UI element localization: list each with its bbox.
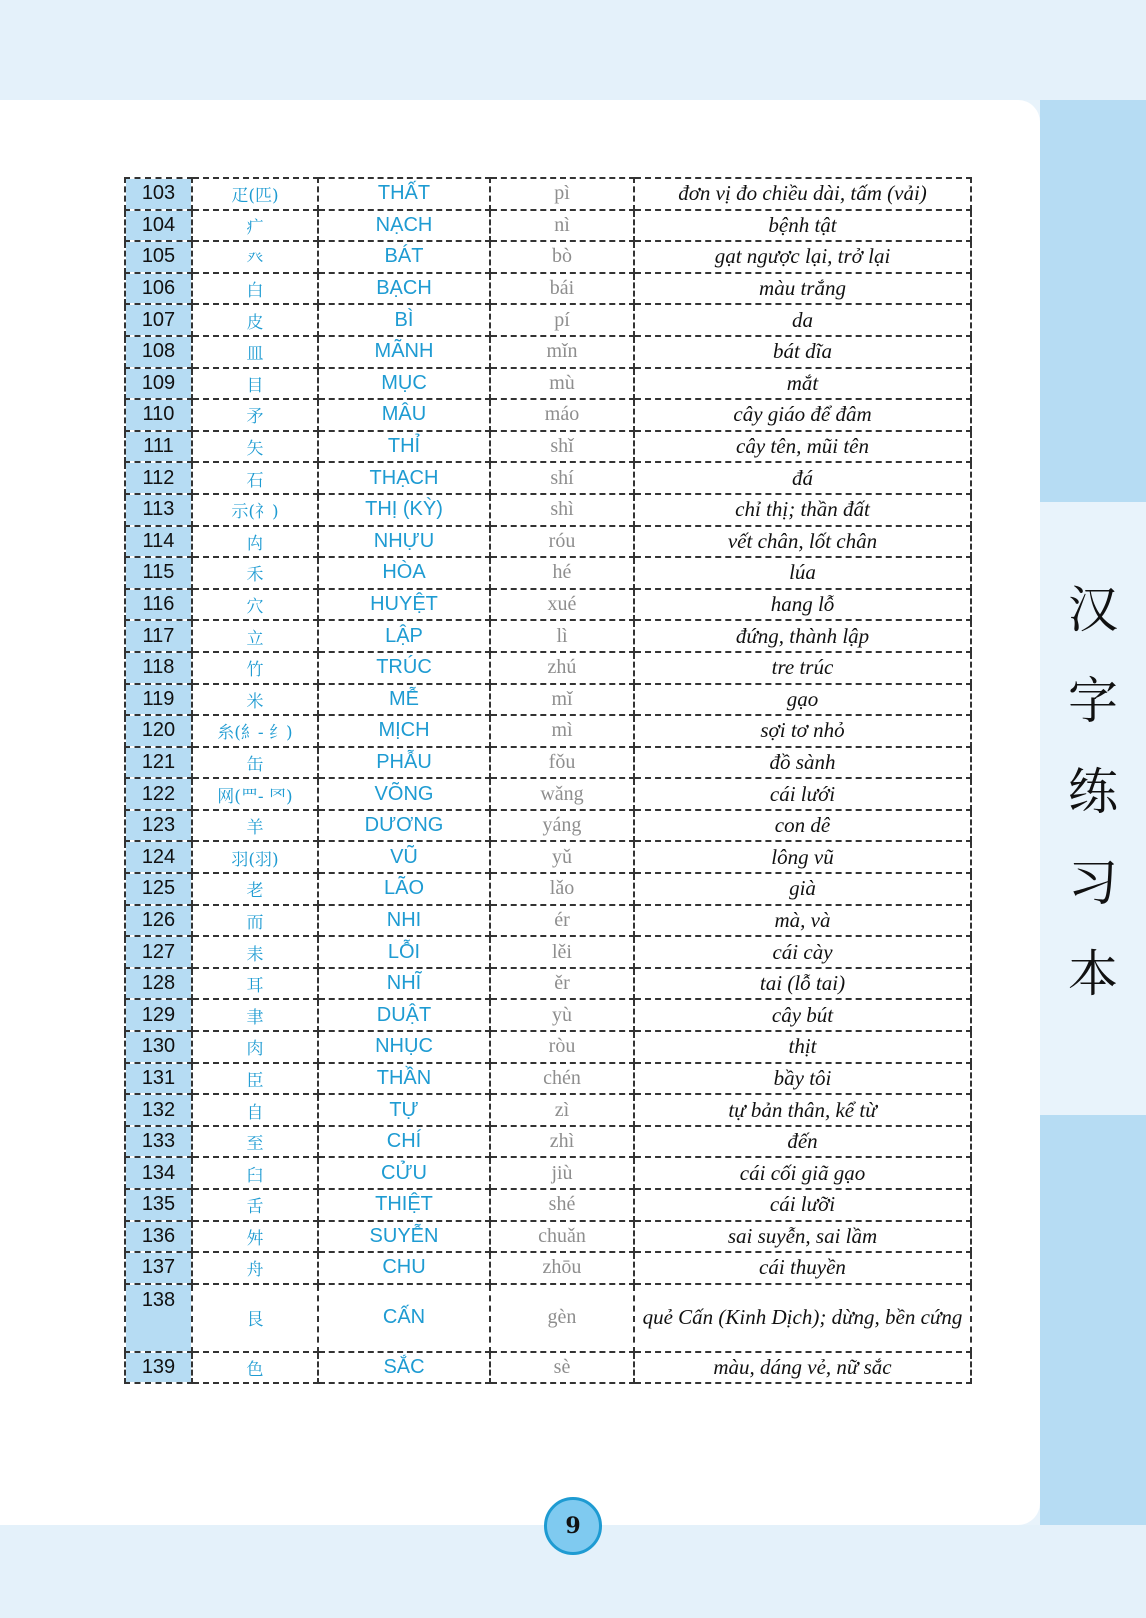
radical-pinyin: pì [490, 178, 634, 210]
radical-number: 138 [125, 1284, 192, 1352]
radical-hanviet-name: CHÍ [318, 1126, 490, 1158]
radical-meaning: đến [634, 1126, 971, 1158]
radical-character: 聿 [192, 999, 318, 1031]
radical-pinyin: lěi [490, 936, 634, 968]
radical-character: 癶 [192, 241, 318, 273]
radical-hanviet-name: CỬU [318, 1157, 490, 1189]
table-row [125, 304, 971, 336]
radical-hanviet-name: MÂU [318, 399, 490, 431]
table-row [125, 810, 971, 842]
radical-character: 禸 [192, 526, 318, 558]
side-title-char: 本 [1068, 945, 1118, 1003]
radical-meaning: cây tên, mũi tên [634, 431, 971, 463]
radical-pinyin: ròu [490, 1031, 634, 1063]
radical-meaning: đồ sành [634, 747, 971, 779]
table-row [125, 178, 971, 210]
radical-pinyin: yù [490, 999, 634, 1031]
radical-pinyin: chuǎn [490, 1221, 634, 1253]
radical-hanviet-name: MỊCH [318, 715, 490, 747]
radical-pinyin: ěr [490, 968, 634, 1000]
table-row [125, 841, 971, 873]
radical-character: 老 [192, 873, 318, 905]
radical-character: 艮 [192, 1284, 318, 1352]
table-row [125, 1094, 971, 1126]
radical-meaning: tự bản thân, kể từ [634, 1094, 971, 1126]
radical-pinyin: wǎng [490, 778, 634, 810]
radical-number: 110 [125, 399, 192, 431]
radical-meaning: cái lưỡi [634, 1189, 971, 1221]
margin-tab-top [1040, 100, 1146, 502]
radical-pinyin: mǐn [490, 336, 634, 368]
radical-hanviet-name: DUẬT [318, 999, 490, 1031]
radical-character: 石 [192, 462, 318, 494]
radical-number: 130 [125, 1031, 192, 1063]
radical-meaning: đá [634, 462, 971, 494]
table-row [125, 1157, 971, 1189]
radical-pinyin: lǎo [490, 873, 634, 905]
radical-number: 122 [125, 778, 192, 810]
table-row [125, 494, 971, 526]
table-row [125, 241, 971, 273]
radical-pinyin: shé [490, 1189, 634, 1221]
radical-number: 125 [125, 873, 192, 905]
radical-number: 139 [125, 1352, 192, 1384]
radical-number: 105 [125, 241, 192, 273]
radical-meaning: con dê [634, 810, 971, 842]
radical-hanviet-name: NHI [318, 905, 490, 937]
radical-number: 133 [125, 1126, 192, 1158]
table-row [125, 431, 971, 463]
radical-number: 118 [125, 652, 192, 684]
radical-number: 120 [125, 715, 192, 747]
radical-meaning: cái thuyền [634, 1252, 971, 1284]
table-row [125, 1221, 971, 1253]
radical-hanviet-name: DƯƠNG [318, 810, 490, 842]
table-row [125, 1063, 971, 1095]
radical-meaning: cây giáo để đâm [634, 399, 971, 431]
radical-character: 舛 [192, 1221, 318, 1253]
radical-pinyin: róu [490, 526, 634, 558]
radical-meaning: vết chân, lốt chân [634, 526, 971, 558]
radical-character: 糸(糹- 纟) [192, 715, 318, 747]
radical-character: 缶 [192, 747, 318, 779]
radical-number: 117 [125, 620, 192, 652]
radical-pinyin: lì [490, 620, 634, 652]
radical-number: 116 [125, 589, 192, 621]
radical-pinyin: mǐ [490, 684, 634, 716]
radical-meaning: thịt [634, 1031, 971, 1063]
radical-number: 113 [125, 494, 192, 526]
radical-character: 矢 [192, 431, 318, 463]
table-row [125, 905, 971, 937]
radical-hanviet-name: VÕNG [318, 778, 490, 810]
side-title-char: 练 [1068, 763, 1118, 821]
radical-number: 111 [125, 431, 192, 463]
radical-number: 112 [125, 462, 192, 494]
radical-meaning: màu trắng [634, 273, 971, 305]
radical-hanviet-name: TỰ [318, 1094, 490, 1126]
radical-pinyin: zhì [490, 1126, 634, 1158]
radical-pinyin: pí [490, 304, 634, 336]
table-row [125, 873, 971, 905]
table-row [125, 1284, 971, 1352]
radical-hanviet-name: MÃNH [318, 336, 490, 368]
radical-meaning: lúa [634, 557, 971, 589]
radical-number: 115 [125, 557, 192, 589]
table-row [125, 684, 971, 716]
radical-character: 耒 [192, 936, 318, 968]
radical-hanviet-name: VŨ [318, 841, 490, 873]
radical-number: 107 [125, 304, 192, 336]
radical-character: 穴 [192, 589, 318, 621]
radical-hanviet-name: LỖI [318, 936, 490, 968]
table-row [125, 589, 971, 621]
radical-meaning: cái cày [634, 936, 971, 968]
radical-number: 123 [125, 810, 192, 842]
radical-meaning: tai (lỗ tai) [634, 968, 971, 1000]
radical-pinyin: máo [490, 399, 634, 431]
radical-hanviet-name: CHU [318, 1252, 490, 1284]
radical-character: 禾 [192, 557, 318, 589]
radical-pinyin: yǔ [490, 841, 634, 873]
radical-hanviet-name: HÒA [318, 557, 490, 589]
radical-number: 108 [125, 336, 192, 368]
radical-hanviet-name: NHĨ [318, 968, 490, 1000]
radical-number: 136 [125, 1221, 192, 1253]
radical-number: 131 [125, 1063, 192, 1095]
radical-hanviet-name: LÃO [318, 873, 490, 905]
margin-tab-bottom [1040, 1115, 1146, 1525]
radical-number: 134 [125, 1157, 192, 1189]
radical-number: 126 [125, 905, 192, 937]
radical-meaning: bệnh tật [634, 210, 971, 242]
radical-character: 疒 [192, 210, 318, 242]
radical-hanviet-name: THẠCH [318, 462, 490, 494]
side-title [1040, 581, 1146, 1040]
radical-hanviet-name: THIỆT [318, 1189, 490, 1221]
table-row [125, 1352, 971, 1384]
radical-character: 皿 [192, 336, 318, 368]
radical-number: 114 [125, 526, 192, 558]
page-number-badge: 9 [544, 1497, 602, 1555]
table-row [125, 620, 971, 652]
table-row [125, 747, 971, 779]
radical-hanviet-name: THẦN [318, 1063, 490, 1095]
radical-character: 网(罒- 罓) [192, 778, 318, 810]
radical-character: 示(礻) [192, 494, 318, 526]
table-row [125, 1189, 971, 1221]
radical-character: 色 [192, 1352, 318, 1384]
radical-pinyin: mì [490, 715, 634, 747]
radical-table [124, 177, 972, 1384]
radical-character: 矛 [192, 399, 318, 431]
top-band [0, 0, 1146, 100]
radical-hanviet-name: NẠCH [318, 210, 490, 242]
radical-pinyin: yáng [490, 810, 634, 842]
radical-character: 羽(羽) [192, 841, 318, 873]
table-row [125, 399, 971, 431]
radical-pinyin: shí [490, 462, 634, 494]
table-row [125, 968, 971, 1000]
radical-character: 而 [192, 905, 318, 937]
table-row [125, 652, 971, 684]
radical-meaning: cái lưới [634, 778, 971, 810]
radical-pinyin: bò [490, 241, 634, 273]
table-row [125, 368, 971, 400]
radical-character: 立 [192, 620, 318, 652]
table-row [125, 210, 971, 242]
radical-character: 竹 [192, 652, 318, 684]
radical-hanviet-name: BÁT [318, 241, 490, 273]
table-row [125, 999, 971, 1031]
side-title-char: 字 [1068, 672, 1118, 730]
radical-pinyin: zhōu [490, 1252, 634, 1284]
radical-hanviet-name: TRÚC [318, 652, 490, 684]
radical-number: 106 [125, 273, 192, 305]
radical-number: 121 [125, 747, 192, 779]
radical-meaning: cây bút [634, 999, 971, 1031]
table-row [125, 715, 971, 747]
radical-meaning: bát dĩa [634, 336, 971, 368]
radical-hanviet-name: THẤT [318, 178, 490, 210]
radical-hanviet-name: THỊ (KỲ) [318, 494, 490, 526]
radical-meaning: tre trúc [634, 652, 971, 684]
radical-hanviet-name: PHẪU [318, 747, 490, 779]
radical-meaning: chỉ thị; thần đất [634, 494, 971, 526]
radical-hanviet-name: MỤC [318, 368, 490, 400]
radical-hanviet-name: MỄ [318, 684, 490, 716]
radical-number: 104 [125, 210, 192, 242]
table-row [125, 336, 971, 368]
radical-hanviet-name: HUYỆT [318, 589, 490, 621]
radical-pinyin: nì [490, 210, 634, 242]
radical-pinyin: fǒu [490, 747, 634, 779]
radical-meaning: bầy tôi [634, 1063, 971, 1095]
radical-meaning: da [634, 304, 971, 336]
table-row [125, 526, 971, 558]
radical-hanviet-name: SẮC [318, 1352, 490, 1384]
radical-meaning: sợi tơ nhỏ [634, 715, 971, 747]
radical-pinyin: bái [490, 273, 634, 305]
radical-pinyin: ér [490, 905, 634, 937]
table-row [125, 936, 971, 968]
radical-number: 124 [125, 841, 192, 873]
radical-meaning: mắt [634, 368, 971, 400]
radical-pinyin: zhú [490, 652, 634, 684]
radical-number: 132 [125, 1094, 192, 1126]
table-row [125, 273, 971, 305]
radical-hanviet-name: THỈ [318, 431, 490, 463]
radical-character: 至 [192, 1126, 318, 1158]
table-row [125, 1252, 971, 1284]
radical-meaning: đơn vị đo chiều dài, tấm (vải) [634, 178, 971, 210]
radical-pinyin: shǐ [490, 431, 634, 463]
radical-meaning: gạo [634, 684, 971, 716]
radical-hanviet-name: SUYỄN [318, 1221, 490, 1253]
radical-pinyin: shì [490, 494, 634, 526]
radical-character: 耳 [192, 968, 318, 1000]
radical-number: 135 [125, 1189, 192, 1221]
radical-meaning: cái cối giã gạo [634, 1157, 971, 1189]
radical-number: 128 [125, 968, 192, 1000]
radical-meaning: lông vũ [634, 841, 971, 873]
radical-meaning: gạt ngược lại, trở lại [634, 241, 971, 273]
radical-character: 肉 [192, 1031, 318, 1063]
radical-character: 目 [192, 368, 318, 400]
radical-character: 米 [192, 684, 318, 716]
radical-character: 舟 [192, 1252, 318, 1284]
radical-pinyin: hé [490, 557, 634, 589]
radical-number: 127 [125, 936, 192, 968]
radical-meaning: đứng, thành lập [634, 620, 971, 652]
radical-number: 137 [125, 1252, 192, 1284]
radical-meaning: sai suyễn, sai lầm [634, 1221, 971, 1253]
radical-hanviet-name: LẬP [318, 620, 490, 652]
radical-pinyin: chén [490, 1063, 634, 1095]
radical-number: 103 [125, 178, 192, 210]
radical-character: 臣 [192, 1063, 318, 1095]
radical-character: 自 [192, 1094, 318, 1126]
radical-meaning: hang lỗ [634, 589, 971, 621]
side-title-char: 汉 [1068, 581, 1118, 639]
radical-meaning: già [634, 873, 971, 905]
side-title-char: 习 [1068, 854, 1118, 912]
radical-hanviet-name: NHỤC [318, 1031, 490, 1063]
radical-pinyin: zì [490, 1094, 634, 1126]
radical-pinyin: gèn [490, 1284, 634, 1352]
radical-pinyin: xué [490, 589, 634, 621]
radical-hanviet-name: BẠCH [318, 273, 490, 305]
radical-number: 109 [125, 368, 192, 400]
radical-meaning: mà, và [634, 905, 971, 937]
radical-number: 119 [125, 684, 192, 716]
radical-character: 舌 [192, 1189, 318, 1221]
table-row [125, 557, 971, 589]
radical-character: 臼 [192, 1157, 318, 1189]
radical-character: 疋(匹) [192, 178, 318, 210]
table-row [125, 778, 971, 810]
radical-hanviet-name: NHỰU [318, 526, 490, 558]
radical-pinyin: sè [490, 1352, 634, 1384]
radical-pinyin: jiù [490, 1157, 634, 1189]
radical-meaning: màu, dáng vẻ, nữ sắc [634, 1352, 971, 1384]
radical-pinyin: mù [490, 368, 634, 400]
table-row [125, 1126, 971, 1158]
radical-number: 129 [125, 999, 192, 1031]
radical-character: 白 [192, 273, 318, 305]
radical-hanviet-name: CẤN [318, 1284, 490, 1352]
radical-character: 羊 [192, 810, 318, 842]
radical-meaning: quẻ Cấn (Kinh Dịch); dừng, bền cứng [634, 1284, 971, 1352]
table-row [125, 1031, 971, 1063]
table-row [125, 462, 971, 494]
radical-hanviet-name: BÌ [318, 304, 490, 336]
radical-character: 皮 [192, 304, 318, 336]
